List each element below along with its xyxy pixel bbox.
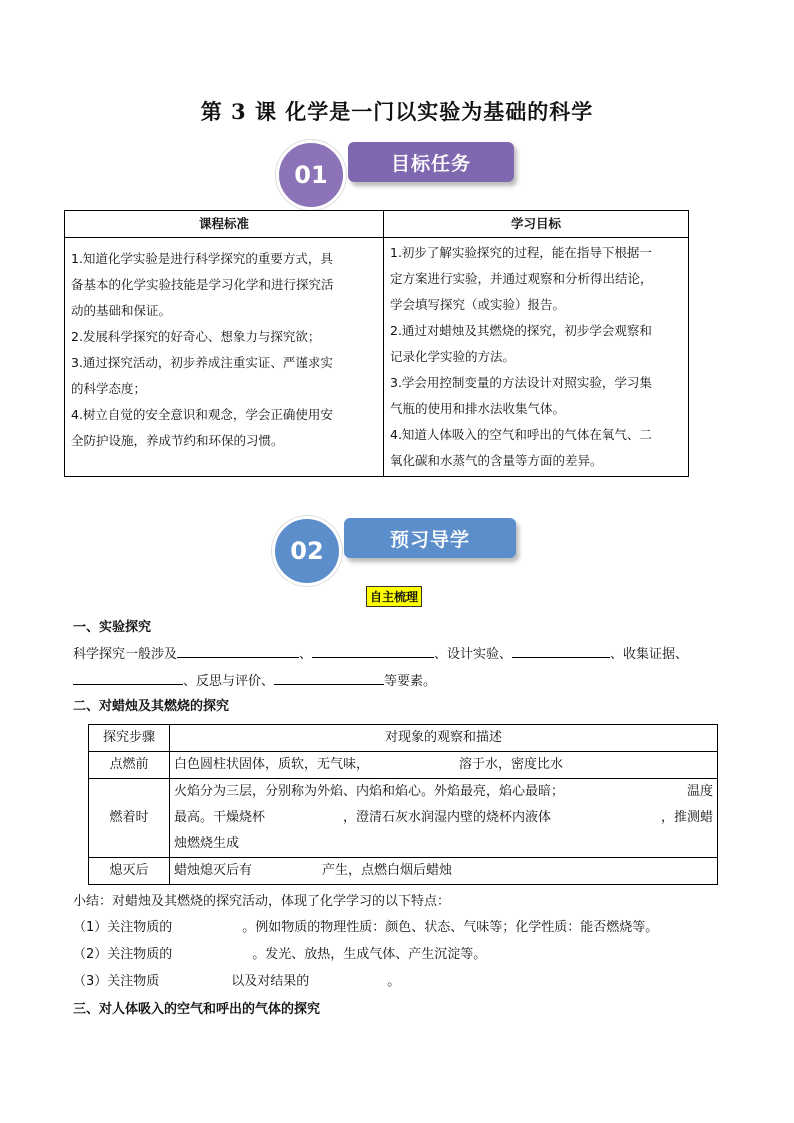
goal-line: 学会填写探究（或实验）报告。 bbox=[390, 297, 566, 312]
part3-heading: 三、对人体吸入的空气和呼出的气体的探究 bbox=[73, 1002, 321, 1017]
observation-burning: 火焰分为三层，分别称为外焰、内焰和焰心。外焰最亮，焰心最暗； 温度 最高。干燥烧杯 ，澄清石灰水润湿内壁的烧杯内液体 ，推测蜡 烛燃烧生成 bbox=[170, 779, 718, 858]
section-number: 01 bbox=[276, 140, 346, 210]
goal-line: 4.知道人体吸入的空气和呼出的气体在氧气、二 bbox=[390, 427, 652, 442]
part1-line1: 科学探究一般涉及 、 、设计实验、 、收集证据、 bbox=[73, 643, 688, 665]
answer-blank[interactable] bbox=[312, 643, 434, 658]
candle-observation-table bbox=[88, 724, 718, 885]
goal-line: 3.学会用控制变量的方法设计对照实验，学习集 bbox=[390, 375, 652, 390]
answer-blank[interactable] bbox=[177, 643, 299, 658]
standard-line: 全防护设施，养成节约和环保的习惯。 bbox=[71, 433, 284, 448]
goal-line: 定方案进行实验，并通过观察和分析得出结论， bbox=[390, 271, 653, 286]
standard-line: 备基本的化学实验技能是学习化学和进行探究活 bbox=[71, 277, 334, 292]
answer-blank[interactable] bbox=[73, 670, 183, 685]
goal-line: 2.通过对蜡烛及其燃烧的探究，初步学会观察和 bbox=[390, 323, 652, 338]
standards-cell bbox=[65, 238, 384, 477]
step-before: 点燃前 bbox=[89, 752, 170, 779]
summary-point-1: （1）关注物质的 。例如物质的物理性质：颜色、状态、气味等；化学性质：能否燃烧等。 bbox=[73, 920, 659, 935]
section-label: 目标任务 bbox=[348, 142, 514, 182]
goal-line: 气瓶的使用和排水法收集气体。 bbox=[390, 401, 566, 416]
objectives-table bbox=[64, 210, 689, 477]
standard-line: 1.知道化学实验是进行科学探究的重要方式，具 bbox=[71, 251, 333, 266]
step-after: 熄灭后 bbox=[89, 858, 170, 885]
self-study-tag: 自主梳理 bbox=[366, 586, 422, 607]
summary-intro: 小结：对蜡烛及其燃烧的探究活动，体现了化学学习的以下特点： bbox=[73, 894, 451, 909]
answer-blank[interactable] bbox=[512, 643, 610, 658]
step-burning: 燃着时 bbox=[89, 779, 170, 858]
goal-line: 记录化学实验的方法。 bbox=[390, 349, 516, 364]
section-number: 02 bbox=[272, 516, 342, 586]
summary-point-3: （3）关注物质 以及对结果的 。 bbox=[73, 974, 401, 989]
observation-after: 蜡烛熄灭后有 产生，点燃白烟后蜡烛 bbox=[170, 858, 718, 885]
standard-line: 4.树立自觉的安全意识和观念，学会正确使用安 bbox=[71, 407, 333, 422]
observation-before: 白色圆柱状固体，质软，无气味， 溶于水，密度比水 bbox=[170, 752, 718, 779]
goals-cell bbox=[384, 238, 689, 477]
part1-heading: 一、实验探究 bbox=[73, 620, 152, 635]
standard-line: 的科学态度； bbox=[71, 381, 147, 396]
header-observation: 对现象的观察和描述 bbox=[170, 725, 718, 752]
goal-line: 氧化碳和水蒸气的含量等方面的差异。 bbox=[390, 453, 603, 468]
answer-blank[interactable] bbox=[274, 670, 384, 685]
standard-line: 2.发展科学探究的好奇心、想象力与探究欲； bbox=[71, 329, 321, 344]
goal-line: 1.初步了解实验探究的过程，能在指导下根据一 bbox=[390, 245, 652, 260]
part2-heading: 二、对蜡烛及其燃烧的探究 bbox=[73, 699, 230, 714]
standard-line: 动的基础和保证。 bbox=[71, 303, 172, 318]
objectives-header-goal: 学习目标 bbox=[384, 211, 689, 238]
objectives-header-standard: 课程标准 bbox=[65, 211, 384, 238]
page-title: 第 3 课 化学是一门以实验为基础的科学 bbox=[200, 99, 594, 124]
standard-line: 3.通过探究活动，初步养成注重实证、严谨求实 bbox=[71, 355, 333, 370]
part1-line2: 、反思与评价、 等要素。 bbox=[73, 670, 436, 692]
summary-point-2: （2）关注物质的 。发光、放热，生成气体、产生沉淀等。 bbox=[73, 947, 487, 962]
section-label: 预习导学 bbox=[344, 518, 516, 558]
header-step: 探究步骤 bbox=[89, 725, 170, 752]
